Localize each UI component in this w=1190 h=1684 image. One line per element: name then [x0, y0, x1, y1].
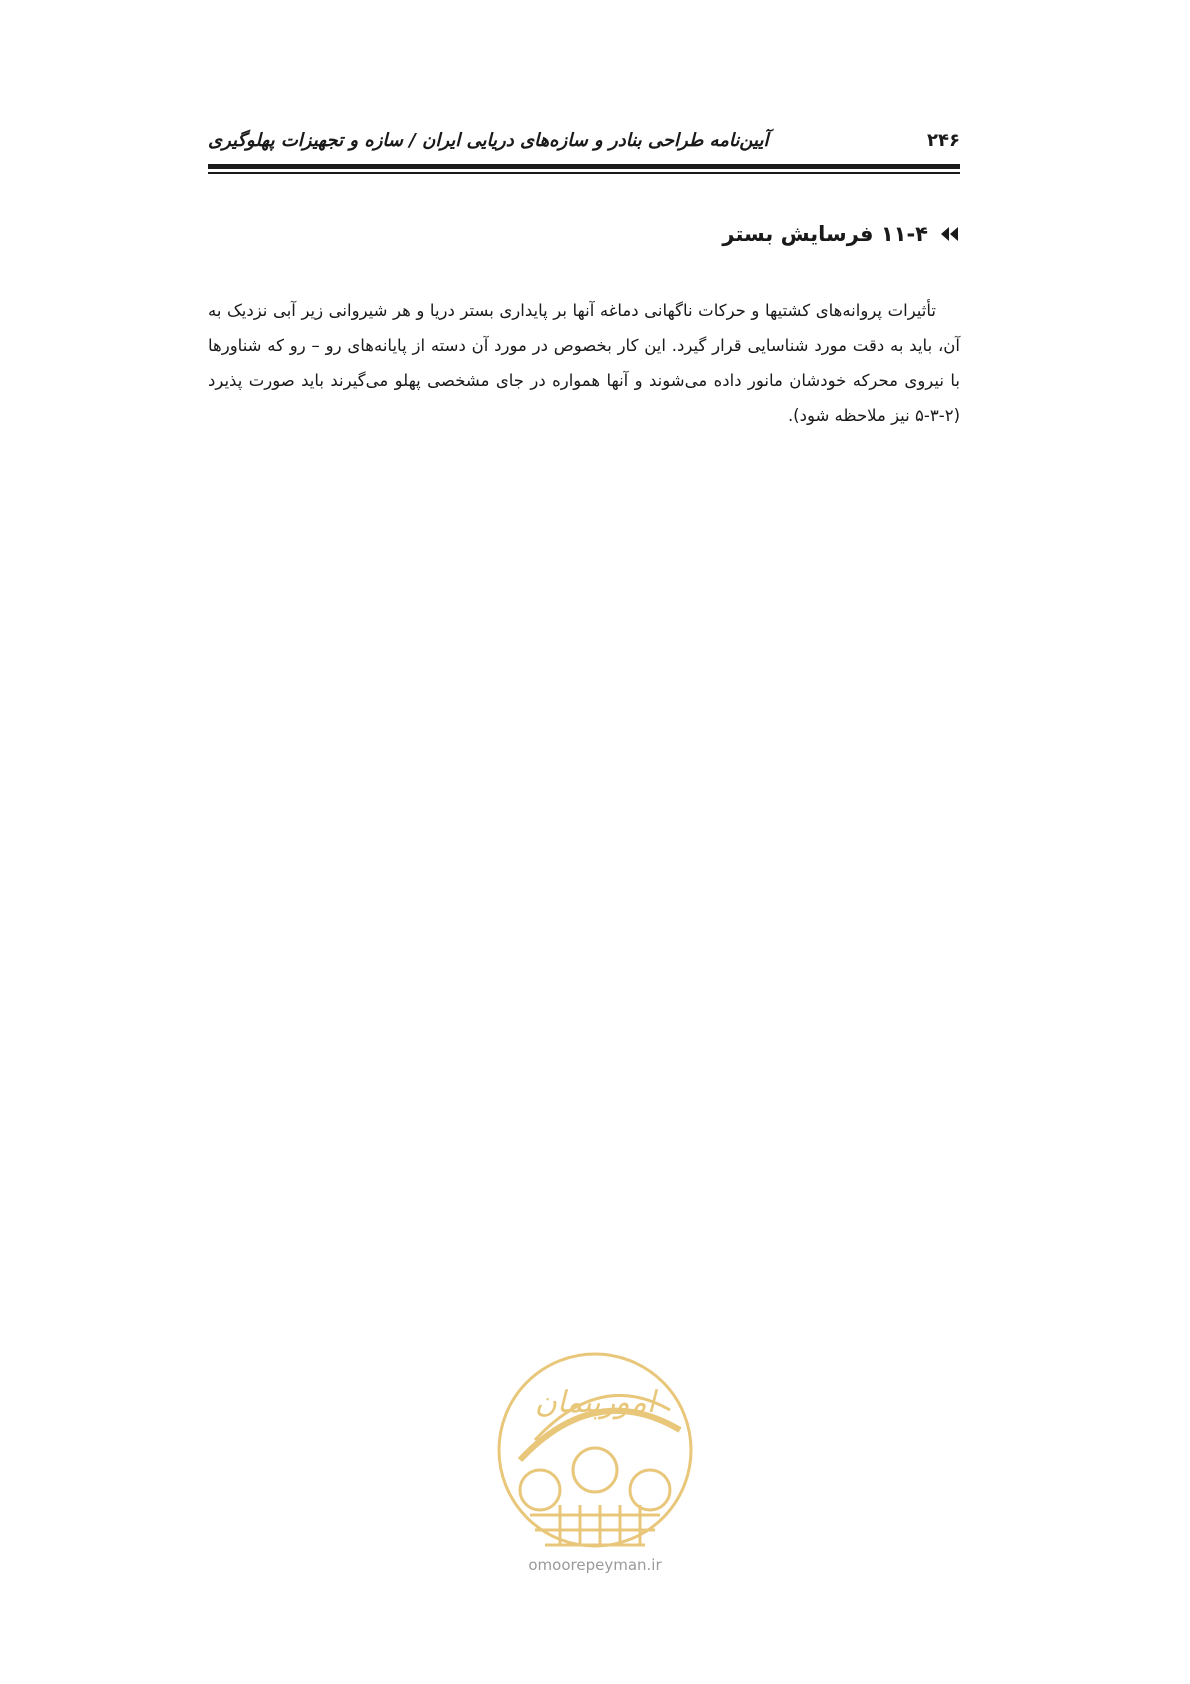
- page-number: ۲۴۶: [927, 130, 960, 151]
- section-heading-text: ۱۱-۴ فرسایش بستر: [722, 222, 928, 246]
- running-header: [208, 128, 960, 158]
- body-paragraph: تأثیرات پروانه‌های کشتیها و حرکات ناگهانی دماغه آنها بر پایداری بستر دریا و هر شیروانی زیر آبی نزدیک به آن، باید به دقت مورد شناسایی قرار گیرد. این کار بخصوص در مورد آن دسته از پایانه‌های رو – رو که شناورها با نیروی محرکه خودشان مانور داده می‌شوند و آنها همواره در جای مشخصی پهلو می‌گیرند باید صورت پذیرد (۲-۳-۵ نیز ملاحظه شود).: [208, 300, 960, 425]
- watermark-logo: [490, 1325, 700, 1585]
- section-heading: [722, 222, 960, 246]
- watermark-logo-text: امورپیمان: [534, 1385, 656, 1420]
- header-rule-thin: [208, 172, 960, 174]
- watermark-caption: omoorepeyman.ir: [528, 1556, 662, 1574]
- header-title: آیین‌نامه طراحی بنادر و سازه‌های دریایی ایران / سازه و تجهیزات پهلوگیری: [208, 130, 769, 151]
- header-rule-thick: [208, 164, 960, 169]
- double-arrow-left-icon: [938, 226, 960, 242]
